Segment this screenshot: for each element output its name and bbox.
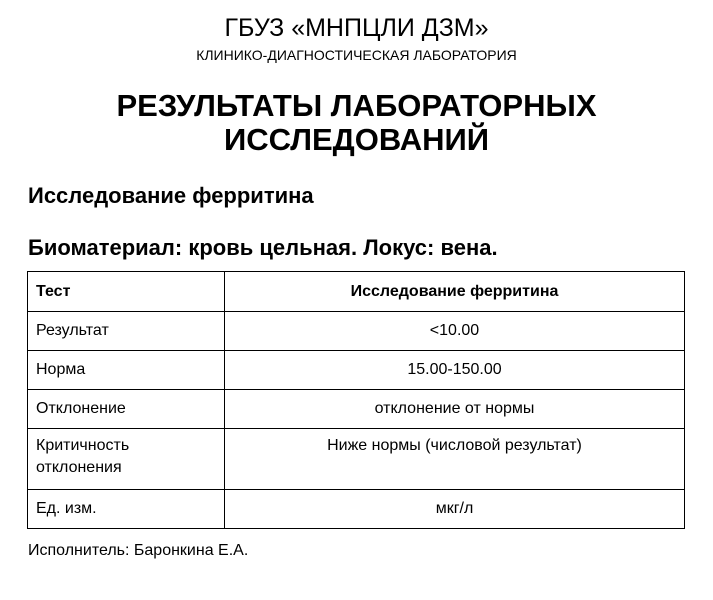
study-name: Исследование ферритина: [28, 183, 314, 208]
report-title-line-1: РЕЗУЛЬТАТЫ ЛАБОРАТОРНЫХ: [116, 88, 597, 123]
table-header-row: [28, 272, 685, 312]
row-value: мкг/л: [225, 490, 685, 529]
biomaterial-info: Биоматериал: кровь цельная. Локус: вена.: [28, 235, 498, 260]
table-header-test: Тест: [28, 272, 225, 312]
report-title-line-2: ИССЛЕДОВАНИЙ: [223, 122, 490, 157]
row-value: <10.00: [225, 312, 685, 351]
results-table: [27, 271, 685, 529]
row-label-line-2: отклонения: [36, 459, 122, 476]
row-value: отклонение от нормы: [225, 390, 685, 429]
report-title: [0, 89, 713, 157]
row-label-line-1: Критичность: [36, 437, 130, 454]
row-label: Норма: [28, 351, 225, 390]
row-value: Ниже нормы (числовой результат): [225, 429, 685, 490]
row-label: Результат: [28, 312, 225, 351]
table-row-criticality: [28, 429, 685, 490]
table-row-deviation: [28, 390, 685, 429]
performer-name: Исполнитель: Баронкина Е.А.: [28, 542, 249, 559]
row-value: 15.00-150.00: [225, 351, 685, 390]
laboratory-name: КЛИНИКО-ДИАГНОСТИЧЕСКАЯ ЛАБОРАТОРИЯ: [196, 47, 517, 63]
table-row-norm: [28, 351, 685, 390]
table-row-result: [28, 312, 685, 351]
organization-name: ГБУЗ «МНПЦЛИ ДЗМ»: [224, 14, 489, 42]
table-row-units: [28, 490, 685, 529]
row-label: [28, 429, 225, 490]
row-label: Ед. изм.: [28, 490, 225, 529]
row-label: Отклонение: [28, 390, 225, 429]
table-header-study: Исследование ферритина: [225, 272, 685, 312]
